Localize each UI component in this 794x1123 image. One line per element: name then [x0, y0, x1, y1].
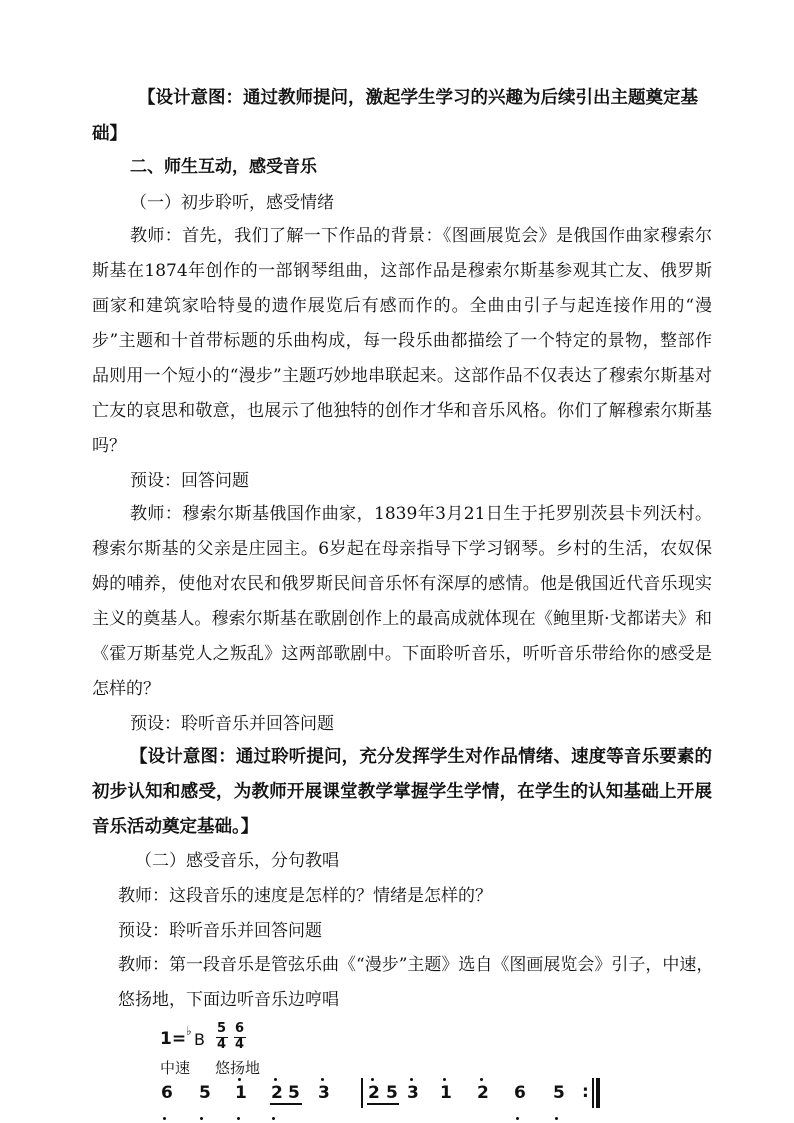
subsection-heading-2: （二）感受音乐，分句教唱	[135, 851, 339, 871]
repeat-sign: :	[582, 1082, 589, 1102]
note: 5	[288, 1083, 300, 1103]
teacher-paragraph-4: 教师：第一段音乐是管弦乐曲《“漫步”主题》选自《图画展览会》引子，中速，悠扬地，下面边听音乐边哼唱	[118, 955, 714, 1010]
note-high: 1	[235, 1083, 247, 1103]
note-high: 3	[407, 1083, 419, 1103]
note: 6	[514, 1083, 526, 1103]
preset-3: 预设：聆听音乐并回答问题	[118, 921, 322, 941]
key-prefix: 1=	[160, 1029, 187, 1049]
teacher-question-3: 教师：这段音乐的速度是怎样的？情绪是怎样的？	[118, 886, 492, 906]
key-note: B	[194, 1030, 205, 1049]
note: 5	[553, 1083, 565, 1103]
note: 5	[199, 1083, 211, 1103]
time-sig-2-top: 6	[235, 1021, 245, 1036]
note-high: 2	[271, 1083, 283, 1103]
note-high: 3	[318, 1083, 330, 1103]
tempo-mark: 中速	[160, 1059, 191, 1077]
note-high: 2	[477, 1083, 489, 1103]
subsection-heading-1: （一）初步聆听，感受情绪	[130, 193, 334, 213]
preset-1: 预设：回答问题	[130, 471, 249, 491]
time-sig-2-bottom: 4	[235, 1037, 245, 1052]
end-barline-thin	[592, 1078, 594, 1108]
note-high: 2	[368, 1083, 380, 1103]
note-high: 1	[440, 1083, 452, 1103]
time-sig-1-bottom: 4	[217, 1037, 227, 1052]
design-intent-1: 【设计意图：通过教师提问，激起学生学习的兴趣为后续引出主题奠定基础】	[92, 88, 698, 144]
note: 5	[386, 1083, 398, 1103]
expression-mark: 悠扬地	[215, 1059, 261, 1077]
time-sig-1-top: 5	[217, 1021, 227, 1036]
preset-2: 预设：聆听音乐并回答问题	[130, 714, 334, 734]
design-intent-2: 【设计意图：通过聆听提问，充分发挥学生对作品情绪、速度等音乐要素的初步认知和感受，为教师开展课堂教学掌握学生学情，在学生的认知基础上开展音乐活动奠定基础。】	[92, 747, 712, 837]
end-barline-thick	[596, 1078, 600, 1108]
flat-sign: ♭	[186, 1024, 192, 1038]
note: 6	[161, 1083, 173, 1103]
barline	[361, 1078, 363, 1108]
teacher-paragraph-1: 教师：首先，我们了解一下作品的背景：《图画展览会》是俄国作曲家穆索尔斯基在1874年创作的一部钢琴组曲，这部作品是穆索尔斯基参观其亡友、俄罗斯画家和建筑家哈特曼的遗作展览后有感而作的。全曲由引子与起连接作用的“漫步”主题和十首带标题的乐曲构成，每一段乐曲都描绘了一个特定的景物，整部作品则用一个短小的“漫步”主题巧妙地串联起来。这部作品不仅表达了穆索尔斯基对亡友的哀思和敬意，也展示了他独特的创作才华和音乐风格。你们了解穆索尔斯基吗？	[92, 226, 712, 456]
teacher-paragraph-2: 教师：穆索尔斯基俄国作曲家，1839年3月21日生于托罗别茨县卡列沃村。穆索尔斯基的父亲是庄园主。6岁起在母亲指导下学习钢琴。乡村的生活，农奴保姆的哺养，使他对农民和俄罗斯民间音乐怀有深厚的感情。他是俄国近代音乐现实主义的奠基人。穆索尔斯基在歌剧创作上的最高成就体现在《鲍里斯·戈都诺夫》和《霍万斯基党人之叛乱》这两部歌剧中。下面聆听音乐，听听音乐带给你的感受是怎样的？	[92, 504, 712, 699]
section-heading-2: 二、师生互动，感受音乐	[130, 157, 317, 177]
